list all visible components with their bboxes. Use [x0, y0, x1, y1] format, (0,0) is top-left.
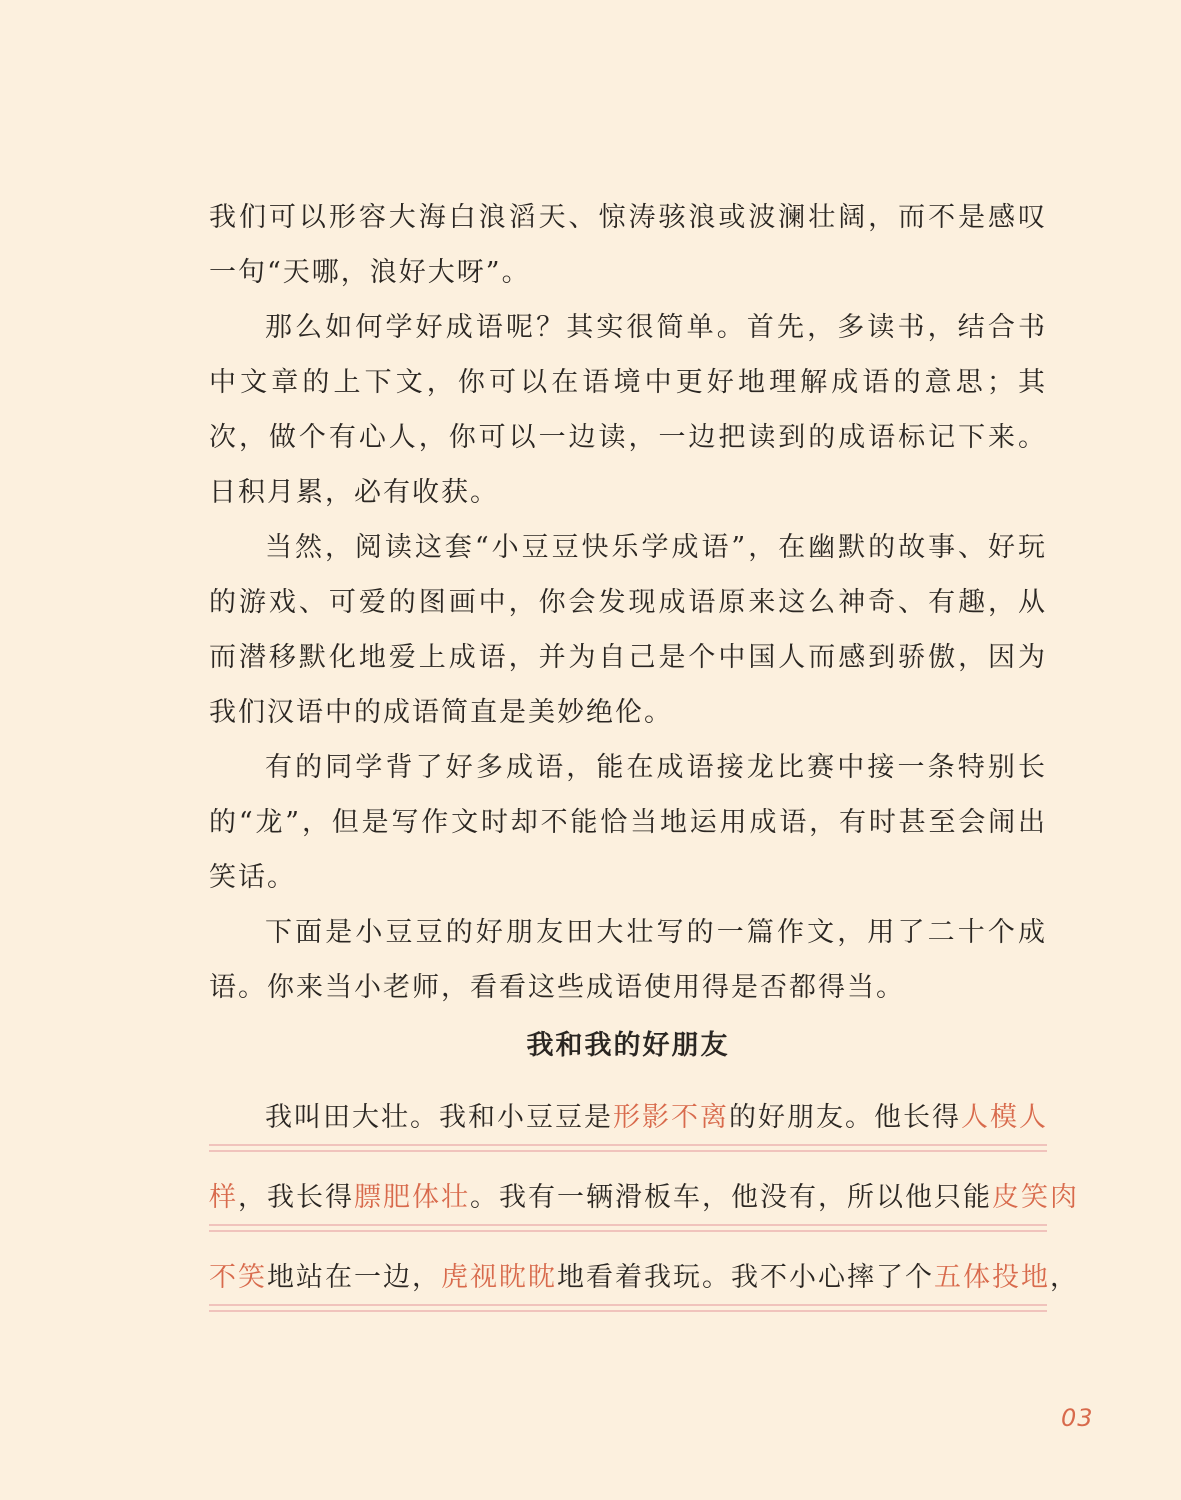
- essay-char: ，: [412, 1262, 441, 1293]
- idiom-char: 离: [700, 1102, 729, 1133]
- essay-char: 得: [932, 1102, 961, 1133]
- essay-line-text: [209, 1090, 1047, 1146]
- idiom-char: 不: [209, 1262, 238, 1293]
- essay-char: 板: [644, 1182, 673, 1213]
- idiom-char: 膘: [354, 1182, 383, 1213]
- essay-char: 所: [847, 1182, 876, 1213]
- essay-char: 车: [673, 1182, 702, 1213]
- page-number: 03: [1061, 1404, 1094, 1432]
- essay-char: 友: [816, 1102, 845, 1133]
- idiom-char: 视: [470, 1262, 499, 1293]
- essay-char: 只: [934, 1182, 963, 1213]
- idiom-char: 人: [1019, 1102, 1048, 1133]
- idiom-char: 笑: [238, 1262, 267, 1293]
- essay-line: [209, 1090, 1047, 1170]
- idiom-char: 地: [1021, 1262, 1050, 1293]
- essay-char: 能: [963, 1182, 992, 1213]
- idiom-char: 样: [209, 1182, 238, 1213]
- essay-char: ，: [238, 1182, 267, 1213]
- essay-char: 玩: [673, 1262, 702, 1293]
- idiom-char: 眈: [499, 1262, 528, 1293]
- essay-char: 看: [586, 1262, 615, 1293]
- essay-char: 好: [758, 1102, 787, 1133]
- essay-char: 边: [383, 1262, 412, 1293]
- idiom-char: 形: [613, 1102, 642, 1133]
- essay-char: 。: [702, 1262, 731, 1293]
- essay-char: 在: [325, 1262, 354, 1293]
- idiom-char: 皮: [992, 1182, 1021, 1213]
- essay-char: 田: [323, 1102, 352, 1133]
- essay-line: [209, 1250, 1079, 1330]
- essay-char: 我: [731, 1262, 760, 1293]
- essay-char: 地: [557, 1262, 586, 1293]
- essay-char: 他: [905, 1182, 934, 1213]
- essay-char: 地: [267, 1262, 296, 1293]
- essay-char: 的: [729, 1102, 758, 1133]
- essay-char: 有: [789, 1182, 818, 1213]
- essay-char: 以: [876, 1182, 905, 1213]
- essay-char: 一: [354, 1262, 383, 1293]
- idiom-char: 壮: [441, 1182, 470, 1213]
- essay-char: 滑: [615, 1182, 644, 1213]
- essay-char: 心: [818, 1262, 847, 1293]
- idiom-char: 人: [961, 1102, 990, 1133]
- paragraph: 我们可以形容大海白浪滔天、惊涛骇浪或波澜壮阔，而不是感叹一句“天哪，浪好大呀”。: [209, 202, 1047, 288]
- ruled-line: [209, 1310, 1047, 1312]
- idiom-char: 体: [412, 1182, 441, 1213]
- essay-char: 有: [528, 1182, 557, 1213]
- essay-char: 豆: [555, 1102, 584, 1133]
- essay-char: 朋: [787, 1102, 816, 1133]
- essay-char: 。: [845, 1102, 874, 1133]
- essay-char: 叫: [294, 1102, 323, 1133]
- essay-char: 得: [325, 1182, 354, 1213]
- essay-char: 。: [410, 1102, 439, 1133]
- idiom-char: 不: [671, 1102, 700, 1133]
- ruled-line: [209, 1150, 1047, 1152]
- essay-char: 他: [874, 1102, 903, 1133]
- essay-line-text: [209, 1170, 1079, 1226]
- essay-char: 一: [557, 1182, 586, 1213]
- idiom-char: 五: [934, 1262, 963, 1293]
- essay-line: [209, 1170, 1079, 1250]
- essay-char: 。: [470, 1182, 499, 1213]
- idiom-char: 体: [963, 1262, 992, 1293]
- essay-char: 不: [760, 1262, 789, 1293]
- idiom-char: 眈: [528, 1262, 557, 1293]
- intro-text: [209, 190, 1047, 1015]
- essay-char: 大: [352, 1102, 381, 1133]
- essay-char: 是: [584, 1102, 613, 1133]
- essay-char: 我: [499, 1182, 528, 1213]
- idiom-char: 模: [990, 1102, 1019, 1133]
- idiom-char: 肉: [1050, 1182, 1079, 1213]
- essay-char: 我: [644, 1262, 673, 1293]
- paragraph: 有的同学背了好多成语，能在成语接龙比赛中接一条特别长的“龙”，但是写作文时却不能恰当地运用成语，有时甚至会闹出笑话。: [209, 752, 1047, 893]
- paragraph: 当然，阅读这套“小豆豆快乐学成语”，在幽默的故事、好玩的游戏、可爱的图画中，你会发现成语原来这么神奇、有趣，从而潜移默化地爱上成语，并为自己是个中国人而感到骄傲，因为我们汉语中的成语简直是美妙绝伦。: [209, 532, 1047, 728]
- essay-char: ，: [1050, 1262, 1079, 1293]
- essay-char: 着: [615, 1262, 644, 1293]
- essay-char: 他: [731, 1182, 760, 1213]
- essay-char: ，: [818, 1182, 847, 1213]
- idiom-char: 投: [992, 1262, 1021, 1293]
- essay-body: [209, 1090, 1079, 1330]
- idiom-char: 笑: [1021, 1182, 1050, 1213]
- essay-char: 长: [903, 1102, 932, 1133]
- essay-char: 豆: [526, 1102, 555, 1133]
- paragraph: 下面是小豆豆的好朋友田大壮写的一篇作文，用了二十个成语。你来当小老师，看看这些成语使用得是否都得当。: [209, 917, 1047, 1003]
- essay-char: 小: [789, 1262, 818, 1293]
- essay-char: 了: [876, 1262, 905, 1293]
- essay-char: 壮: [381, 1102, 410, 1133]
- idiom-char: 虎: [441, 1262, 470, 1293]
- essay-char: ，: [702, 1182, 731, 1213]
- idiom-char: 肥: [383, 1182, 412, 1213]
- essay-char: 和: [468, 1102, 497, 1133]
- essay-char: 我: [265, 1102, 294, 1133]
- paragraph: 那么如何学好成语呢？其实很简单。首先，多读书，结合书中文章的上下文，你可以在语境中更好地理解成语的意思；其次，做个有心人，你可以一边读，一边把读到的成语标记下来。日积月累，必有收获。: [209, 312, 1047, 508]
- ruled-line: [209, 1230, 1047, 1232]
- essay-char: 我: [439, 1102, 468, 1133]
- essay-char: 小: [497, 1102, 526, 1133]
- essay-char: 摔: [847, 1262, 876, 1293]
- essay-line-text: [209, 1250, 1079, 1306]
- essay-char: 我: [267, 1182, 296, 1213]
- essay-char: 站: [296, 1262, 325, 1293]
- essay-char: 没: [760, 1182, 789, 1213]
- essay-char: 辆: [586, 1182, 615, 1213]
- idiom-char: 影: [642, 1102, 671, 1133]
- essay-char: 个: [905, 1262, 934, 1293]
- essay-title: 我和我的好朋友: [526, 1030, 730, 1061]
- essay-char: 长: [296, 1182, 325, 1213]
